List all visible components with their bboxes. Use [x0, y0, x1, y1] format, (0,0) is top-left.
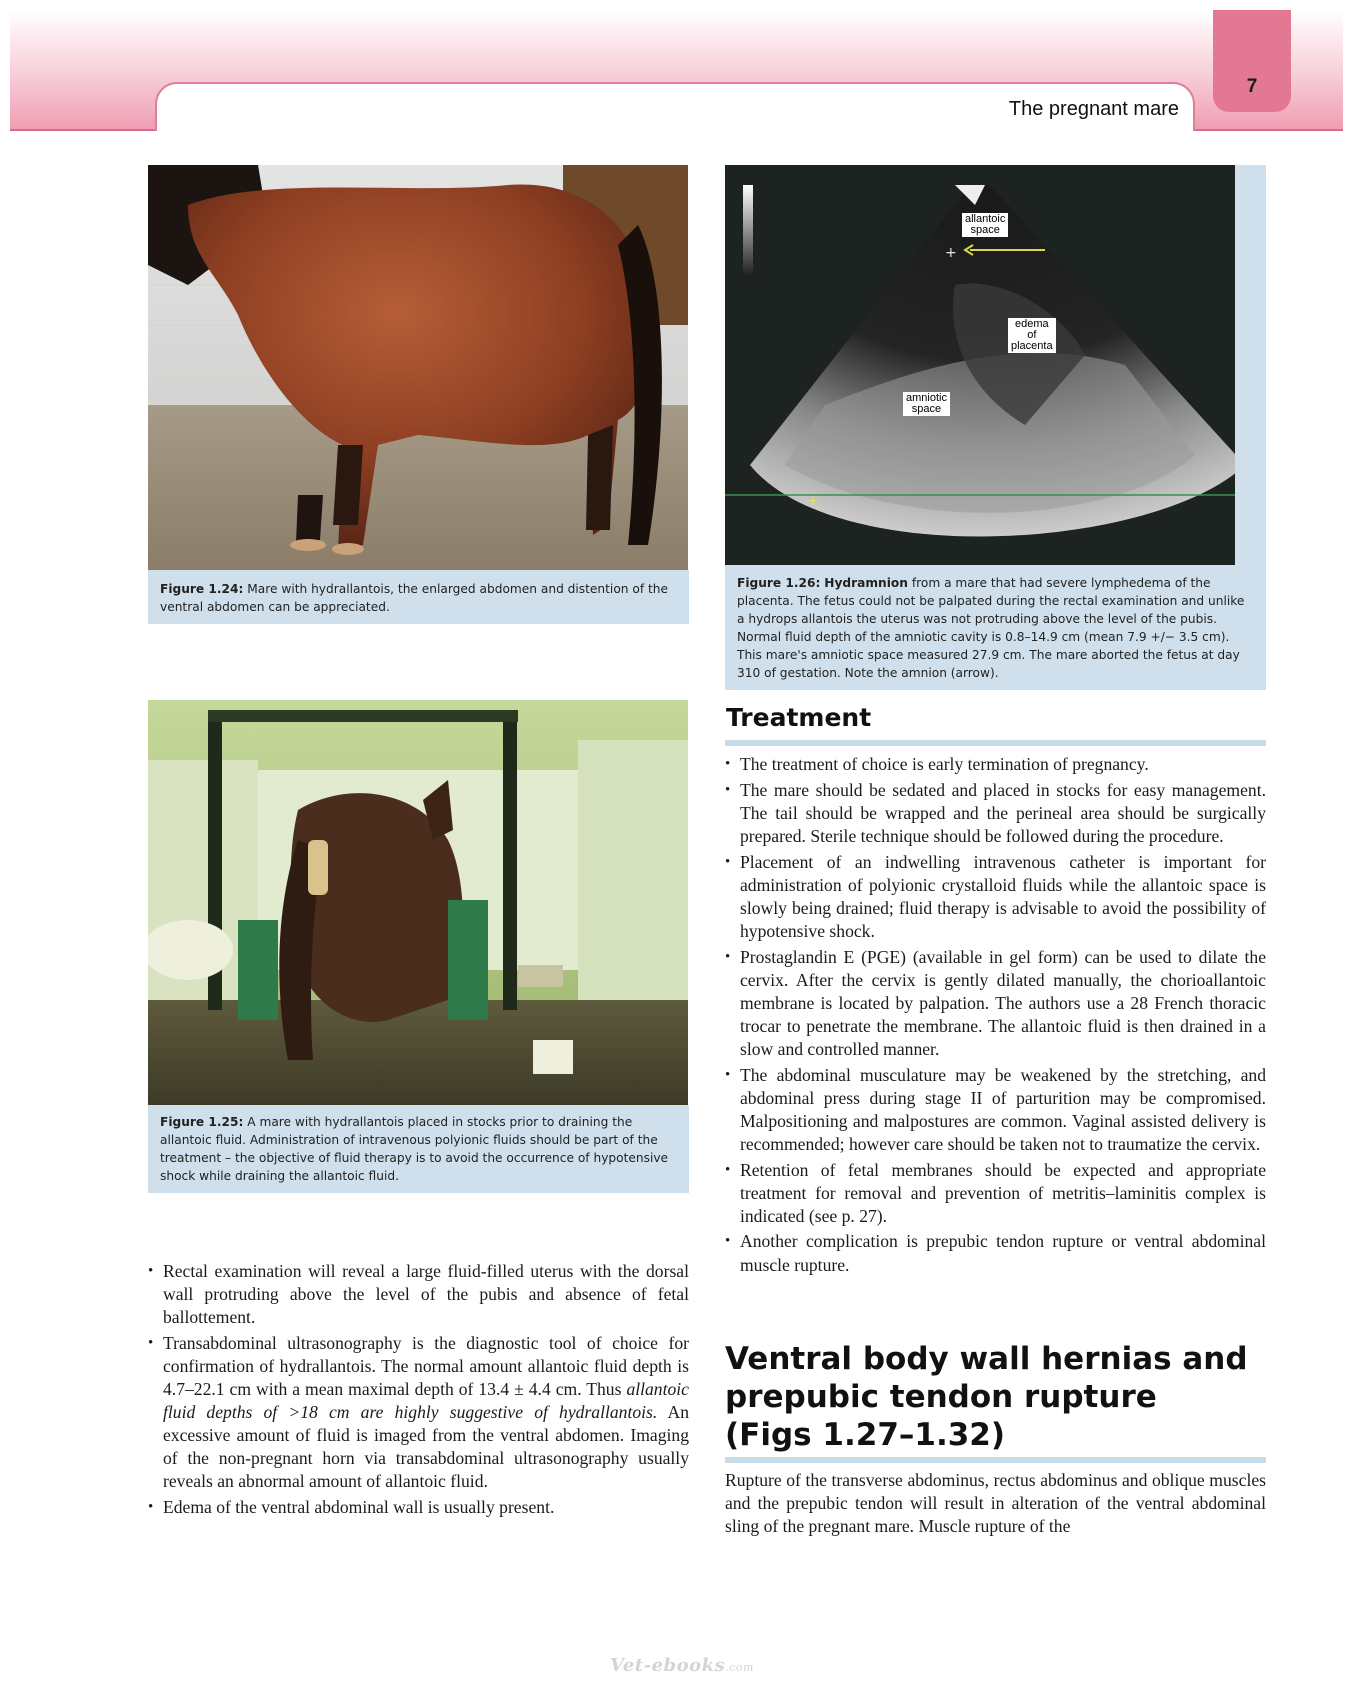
figure-1-25-caption	[148, 1105, 689, 1193]
treatment-bullet-list	[725, 753, 1266, 1279]
figure-1-26-ultrasound	[725, 165, 1266, 565]
figure-label: Figure 1.26:	[737, 576, 821, 590]
svg-text:+: +	[807, 493, 819, 509]
figure-label: Figure 1.24:	[160, 582, 244, 596]
running-head-tab	[155, 82, 1195, 131]
svg-text:+: +	[945, 245, 957, 261]
list-item: • Prostaglandin E (PGE) (available in gel form) can be used to dilate the cervix. After the cervix is gently dilated manually, the chorioallantoic membrane is located by palpation. The authors use a 28 French thoracic trocar to penetrate the membrane. The allantoic fluid is then drained in a slow and controlled manner.	[725, 946, 1266, 1061]
page-number: 7	[1246, 76, 1258, 97]
treatment-heading: Treatment	[726, 703, 872, 732]
list-item: • Placement of an indwelling intravenous catheter is important for administration of polyionic crystalloid fluids while the allantoic space is slowly being drained; fluid therapy is advisable to avoid the possibility of hypotensive shock.	[725, 851, 1266, 943]
figure-1-26-caption	[725, 565, 1266, 690]
list-item: • Another complication is prepubic tendon rupture or ventral abdominal muscle rupture.	[725, 1230, 1266, 1276]
figure-1-25-photo	[148, 700, 688, 1105]
diagnosis-bullet-list	[148, 1260, 689, 1522]
list-item: • The mare should be sedated and placed in stocks for easy management. The tail should be wrapped and the perineal area should be surgically prepared. Sterile technique should be followed during the procedure.	[725, 779, 1266, 848]
page-number-tab	[1213, 10, 1291, 112]
list-item: • Retention of fetal membranes should be expected and appropriate treatment for removal and prevention of metritis–laminitis complex is indicated (see p. 27).	[725, 1159, 1266, 1228]
list-item: • Edema of the ventral abdominal wall is usually present.	[148, 1496, 689, 1519]
figure-1-24-caption	[148, 570, 689, 624]
amniotic-space-label: amniotic space	[903, 392, 950, 416]
figure-1-24-photo	[148, 165, 688, 570]
mare-side-view-image	[148, 165, 688, 570]
list-item: • The abdominal musculature may be weakened by the stretching, and abdominal press during stage II of parturition may be compromised. Malpositioning and malpostures are common. Vaginal assisted delivery is recommended; however care should be taken not to traumatize the cervix.	[725, 1064, 1266, 1156]
mare-in-stocks-image	[148, 700, 688, 1105]
caption-text: A mare with hydrallantois placed in stocks prior to draining the allantoic fluid. Administration of intravenous polyionic fluids should be part of the treatment – the objective of fluid therapy is to avoid the occurrence of hypotensive shock while draining the allantoic fluid.	[160, 1115, 669, 1183]
allantoic-space-label: allantoic space	[962, 213, 1008, 237]
list-item: • The treatment of choice is early termination of pregnancy.	[725, 753, 1266, 776]
list-item: • Rectal examination will reveal a large fluid-filled uterus with the dorsal wall protruding above the level of the pubis and absence of fetal ballottement.	[148, 1260, 689, 1329]
figure-label: Figure 1.25:	[160, 1115, 244, 1129]
list-item: • Transabdominal ultrasonography is the diagnostic tool of choice for confirmation of hydrallantois. The normal amount allantoic fluid depth is 4.7–22.1 cm with a mean maximal depth of 13.4 ± 4.4 cm. Thus allantoic fluid depths of >18 cm are highly suggestive of hydrallantois. An excessive amount of fluid is imaged from the ventral abdomen. Imaging of the non-pregnant horn via transabdominal ultrasonography usually reveals an abnormal amount of allantoic fluid.	[148, 1332, 689, 1494]
treatment-heading-rule	[725, 740, 1266, 746]
emphasis-text: allantoic fluid depths of >18 cm are highly suggestive of hydrallantois.	[163, 1379, 689, 1423]
running-head: The pregnant mare	[1008, 98, 1179, 120]
hernia-section-heading: Ventral body wall hernias and prepubic tendon rupture (Figs 1.27–1.32)	[725, 1341, 1248, 1453]
caption-text: Mare with hydrallantois, the enlarged abdomen and distention of the ventral abdomen can be appreciated.	[160, 582, 668, 614]
edema-of-placenta-label: edema of placenta	[1008, 318, 1056, 353]
hernia-heading-rule	[725, 1457, 1266, 1463]
watermark-logo: Vet-ebooks.com	[610, 1655, 754, 1676]
figure-title: Hydramnion	[824, 576, 908, 590]
caption-text: from a mare that had severe lymphedema of the placenta. The fetus could not be palpated during the rectal examination and unlike a hydrops allantois the uterus was not protruding above the level of the pubis. Normal fluid depth of the amniotic cavity is 0.8–14.9 cm (mean 7.9 +/− 3.5 cm). This mare's amniotic space measured 27.9 cm. The mare aborted the fetus at day 310 of gestation. Note the amnion (arrow).	[737, 576, 1245, 680]
hernia-paragraph: Rupture of the transverse abdominus, rectus abdominus and oblique muscles and the prepubic tendon will result in alteration of the ventral abdominal sling of the pregnant mare. Muscle rupture of the	[725, 1470, 1266, 1537]
